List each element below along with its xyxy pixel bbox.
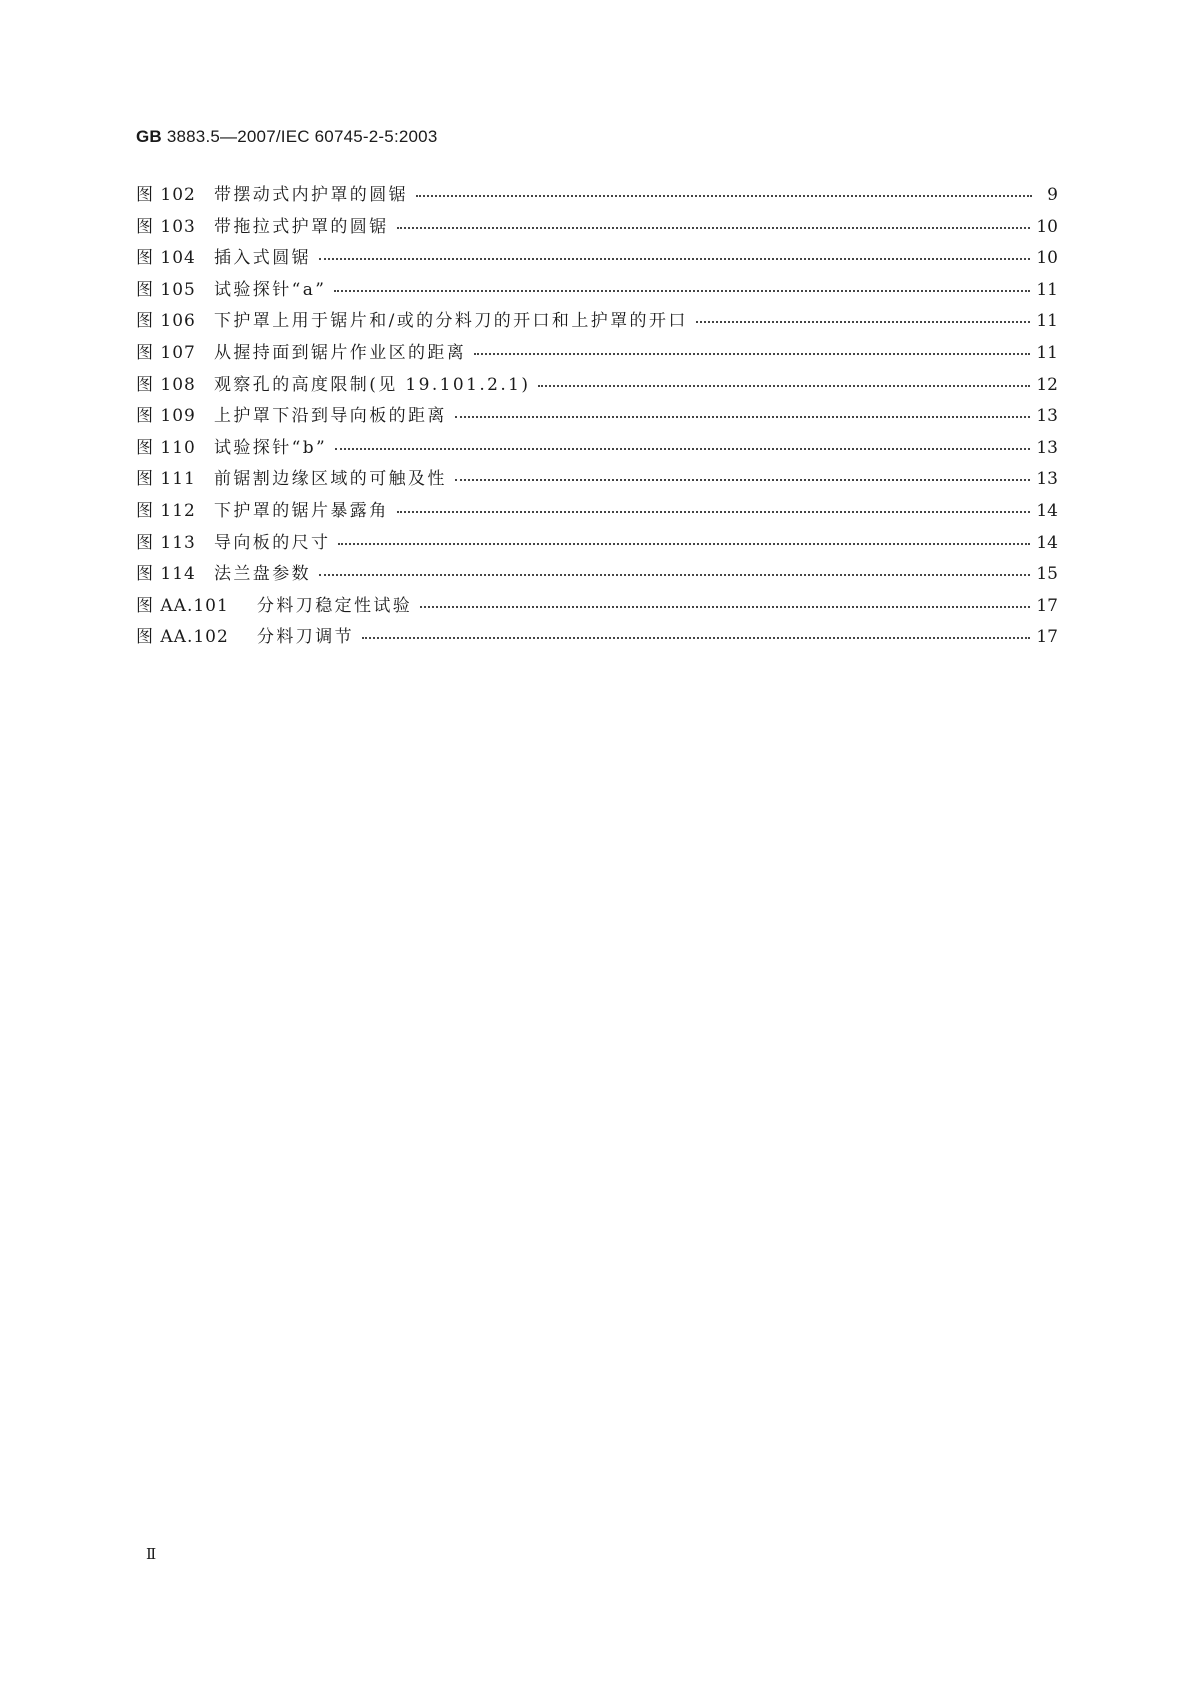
toc-entry[interactable] xyxy=(136,528,1058,560)
figure-title: 带拖拉式护罩的圆锯 xyxy=(214,216,389,237)
page-ref: 13 xyxy=(1036,469,1058,490)
dot-leader xyxy=(416,183,1032,200)
page-ref: 11 xyxy=(1036,279,1058,300)
figure-title: 分料刀调节 xyxy=(257,627,354,648)
figure-label: 图 AA.102 xyxy=(136,627,229,648)
figure-title: 观察孔的高度限制(见 19.101.2.1) xyxy=(214,374,531,395)
dot-leader xyxy=(696,309,1031,326)
figure-label: 图 114 xyxy=(136,564,196,585)
dot-leader xyxy=(338,531,1030,548)
figure-label: 图 113 xyxy=(136,532,196,553)
dot-leader xyxy=(420,594,1030,611)
figure-title: 从握持面到锯片作业区的距离 xyxy=(214,342,467,363)
page-number: Ⅱ xyxy=(146,1545,157,1563)
standard-prefix: GB xyxy=(136,127,162,146)
toc-entry[interactable] xyxy=(136,464,1058,496)
dot-leader xyxy=(334,278,1030,295)
toc-entry[interactable] xyxy=(136,243,1058,275)
figure-label: 图 110 xyxy=(136,437,196,458)
figure-title: 前锯割边缘区域的可触及性 xyxy=(214,469,447,490)
toc-entry[interactable] xyxy=(136,338,1058,370)
figure-title: 下护罩的锯片暴露角 xyxy=(214,500,389,521)
dot-leader xyxy=(397,215,1031,232)
figure-label: 图 112 xyxy=(136,500,196,521)
page-ref: 14 xyxy=(1036,532,1058,553)
page-ref: 13 xyxy=(1036,437,1058,458)
figure-list xyxy=(136,180,1058,654)
figure-label: 图 109 xyxy=(136,406,196,427)
figure-label: 图 106 xyxy=(136,311,196,332)
figure-title: 分料刀稳定性试验 xyxy=(257,595,413,616)
dot-leader xyxy=(362,625,1030,642)
page-header xyxy=(136,127,438,147)
toc-entry[interactable] xyxy=(136,306,1058,338)
toc-entry[interactable] xyxy=(136,180,1058,212)
toc-entry[interactable] xyxy=(136,212,1058,244)
figure-label: 图 104 xyxy=(136,248,196,269)
dot-leader xyxy=(319,246,1030,263)
dot-leader xyxy=(474,341,1030,358)
toc-entry[interactable] xyxy=(136,370,1058,402)
page-ref: 15 xyxy=(1036,564,1058,585)
page-ref: 17 xyxy=(1036,595,1058,616)
figure-label: 图 AA.101 xyxy=(136,595,229,616)
dot-leader xyxy=(455,404,1031,421)
figure-title: 插入式圆锯 xyxy=(214,248,311,269)
page-ref: 10 xyxy=(1036,216,1058,237)
page-ref: 14 xyxy=(1036,500,1058,521)
figure-title: 下护罩上用于锯片和/或的分料刀的开口和上护罩的开口 xyxy=(214,311,688,332)
page-ref: 9 xyxy=(1047,185,1058,205)
page-ref: 10 xyxy=(1036,248,1058,269)
dot-leader xyxy=(335,436,1030,453)
dot-leader xyxy=(397,499,1031,516)
figure-label: 图 108 xyxy=(136,374,196,395)
toc-entry[interactable] xyxy=(136,275,1058,307)
figure-label: 图 107 xyxy=(136,342,196,363)
toc-entry[interactable] xyxy=(136,622,1058,654)
figure-label: 图 103 xyxy=(136,216,196,237)
figure-label: 图 111 xyxy=(136,469,196,490)
page-ref: 11 xyxy=(1036,311,1058,332)
page-ref: 11 xyxy=(1036,342,1058,363)
figure-title: 试验探针“a” xyxy=(214,279,327,300)
figure-title: 上护罩下沿到导向板的距离 xyxy=(214,406,447,427)
figure-label: 图 105 xyxy=(136,279,196,300)
figure-title: 导向板的尺寸 xyxy=(214,532,331,553)
toc-entry[interactable] xyxy=(136,401,1058,433)
figure-title: 法兰盘参数 xyxy=(214,564,311,585)
toc-entry[interactable] xyxy=(136,433,1058,465)
figure-label: 图 102 xyxy=(136,185,196,205)
toc-entry[interactable] xyxy=(136,496,1058,528)
figure-title: 带摆动式内护罩的圆锯 xyxy=(214,185,408,205)
page-ref: 12 xyxy=(1036,374,1058,395)
dot-leader xyxy=(538,373,1030,390)
dot-leader xyxy=(319,562,1030,579)
dot-leader xyxy=(455,467,1031,484)
page-ref: 13 xyxy=(1036,406,1058,427)
toc-entry[interactable] xyxy=(136,559,1058,591)
figure-title: 试验探针“b” xyxy=(214,437,328,458)
page-ref: 17 xyxy=(1036,627,1058,648)
toc-entry[interactable] xyxy=(136,591,1058,623)
standard-number: 3883.5—2007/IEC 60745-2-5:2003 xyxy=(166,127,438,146)
